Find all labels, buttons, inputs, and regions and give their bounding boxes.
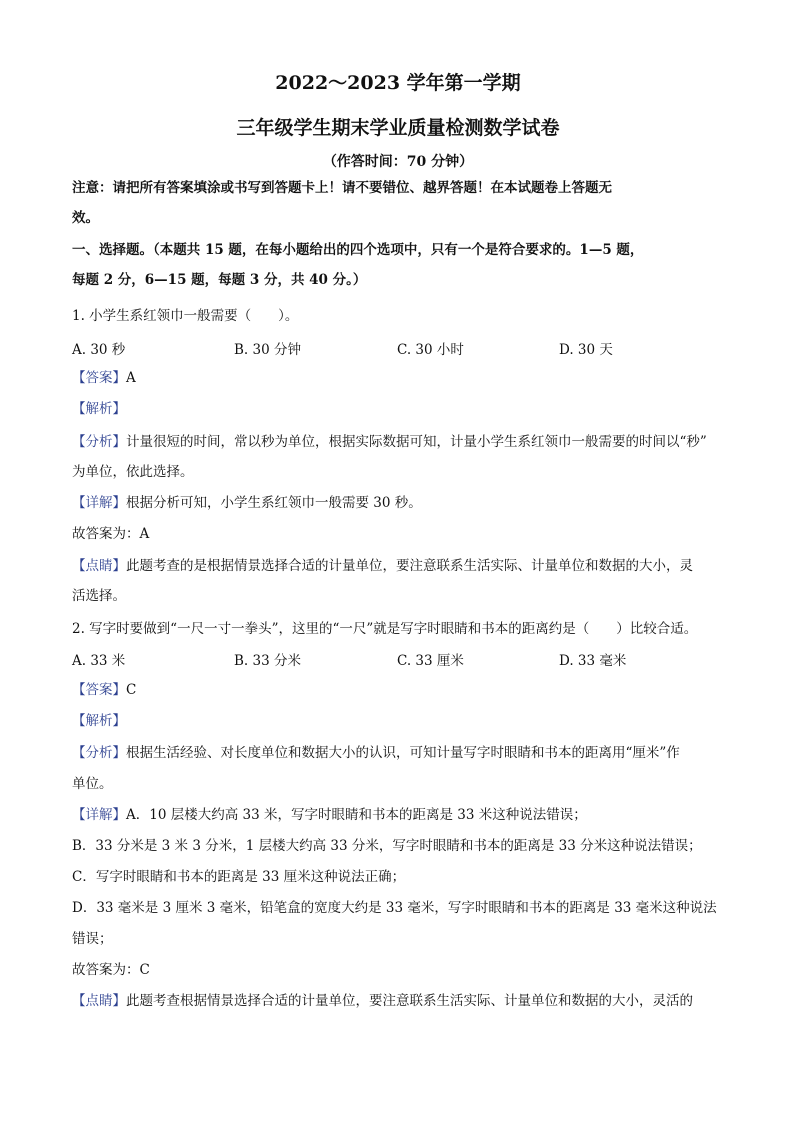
notice-line-1: 注意：请把所有答案填涂或书写到答题卡上！请不要错位、越界答题！在本试题卷上答题无: [72, 180, 612, 196]
analysis-tag: 【解析】: [72, 401, 126, 417]
q1-option-d: D. 30 天: [559, 342, 613, 358]
q2-option-d: D. 33 毫米: [559, 653, 627, 669]
q1-fenxi-line-2: 为单位，依此选择。: [72, 464, 194, 480]
q1-dianjing-line-1: [72, 556, 724, 576]
q2-option-a: A. 33 米: [72, 653, 126, 669]
answer-tag: 【答案】: [72, 370, 126, 386]
q1-option-b: B. 30 分钟: [234, 342, 301, 358]
q2-final-answer: 故答案为：C: [72, 962, 150, 978]
analysis-tag: 【解析】: [72, 713, 126, 729]
q2-dianjing-text: 此题考查根据情景选择合适的计量单位，要注意联系生活实际、计量单位和数据的大小，灵活的: [126, 993, 693, 1009]
dianjing-tag: 【点睛】: [72, 993, 126, 1009]
exam-title: 三年级学生期末学业质量检测数学试卷: [236, 117, 560, 139]
q1-xiangjie: [72, 493, 724, 513]
q2-answer-value: C: [126, 682, 137, 698]
section-heading-line-2: 每题 2 分，6—15 题，每题 3 分，共 40 分。）: [72, 272, 367, 288]
exam-year-title: 2022～2023 学年第一学期: [275, 72, 521, 94]
q2-xiangjie-a-text: A．10 层楼大约高 33 米，写字时眼睛和书本的距离是 33 米这种说法错误；: [126, 807, 587, 823]
q1-fenxi-line-1: [72, 432, 724, 452]
q1-analysis-heading: [72, 399, 724, 419]
q2-dianjing-line-1: [72, 991, 724, 1011]
xiangjie-tag: 【详解】: [72, 495, 126, 511]
q2-fenxi-line-2: 单位。: [72, 776, 113, 792]
xiangjie-tag: 【详解】: [72, 807, 126, 823]
answer-tag: 【答案】: [72, 682, 126, 698]
q2-xiangjie-d-line-2: 错误；: [72, 931, 113, 947]
q2-options: [72, 649, 724, 669]
q1-stem: 1. 小学生系红领巾一般需要（ ）。: [72, 308, 299, 324]
q2-xiangjie-d-line-1: D．33 毫米是 3 厘米 3 毫米，铅笔盒的宽度大约是 33 毫米，写字时眼睛和书本的距离是 33 毫米这种说法: [72, 900, 717, 916]
q1-final-answer: 故答案为：A: [72, 526, 150, 542]
q1-option-a: A. 30 秒: [72, 342, 126, 358]
q1-xiangjie-text: 根据分析可知，小学生系红领巾一般需要 30 秒。: [126, 495, 422, 511]
q2-stem: 2. 写字时要做到“一尺一寸一拳头”，这里的“一尺”就是写字时眼睛和书本的距离约是（ ）比较合适。: [72, 621, 698, 637]
q1-options: [72, 338, 724, 358]
dianjing-tag: 【点睛】: [72, 558, 126, 574]
q2-answer: [72, 680, 724, 700]
q2-xiangjie-a: [72, 805, 724, 825]
q2-fenxi-text: 根据生活经验、对长度单位和数据大小的认识，可知计量写字时眼睛和书本的距离用“厘米”作: [126, 745, 680, 761]
q1-answer: [72, 368, 724, 388]
notice-line-2: 效。: [72, 210, 99, 226]
fenxi-tag: 【分析】: [72, 434, 126, 450]
q1-dianjing-text: 此题考查的是根据情景选择合适的计量单位，要注意联系生活实际、计量单位和数据的大小，灵: [126, 558, 693, 574]
q2-fenxi-line-1: [72, 743, 724, 763]
q2-option-c: C. 33 厘米: [397, 653, 464, 669]
q2-analysis-heading: [72, 711, 724, 731]
fenxi-tag: 【分析】: [72, 745, 126, 761]
q1-answer-value: A: [126, 370, 136, 386]
q2-xiangjie-c: C．写字时眼睛和书本的距离是 33 厘米这种说法正确；: [72, 869, 406, 885]
q2-xiangjie-b: B．33 分米是 3 米 3 分米，1 层楼大约高 33 分米，写字时眼睛和书本的距离是 33 分米这种说法错误；: [72, 838, 702, 854]
q1-option-c: C. 30 小时: [397, 342, 464, 358]
q1-fenxi-text: 计量很短的时间，常以秒为单位，根据实际数据可知，计量小学生系红领巾一般需要的时间以“秒”: [126, 434, 707, 450]
exam-duration: （作答时间：70 分钟）: [322, 154, 474, 170]
q1-dianjing-line-2: 活选择。: [72, 588, 126, 604]
section-heading-line-1: 一、选择题。（本题共 15 题，在每小题给出的四个选项中，只有一个是符合要求的。1—5 题，: [72, 242, 644, 258]
q2-option-b: B. 33 分米: [234, 653, 301, 669]
